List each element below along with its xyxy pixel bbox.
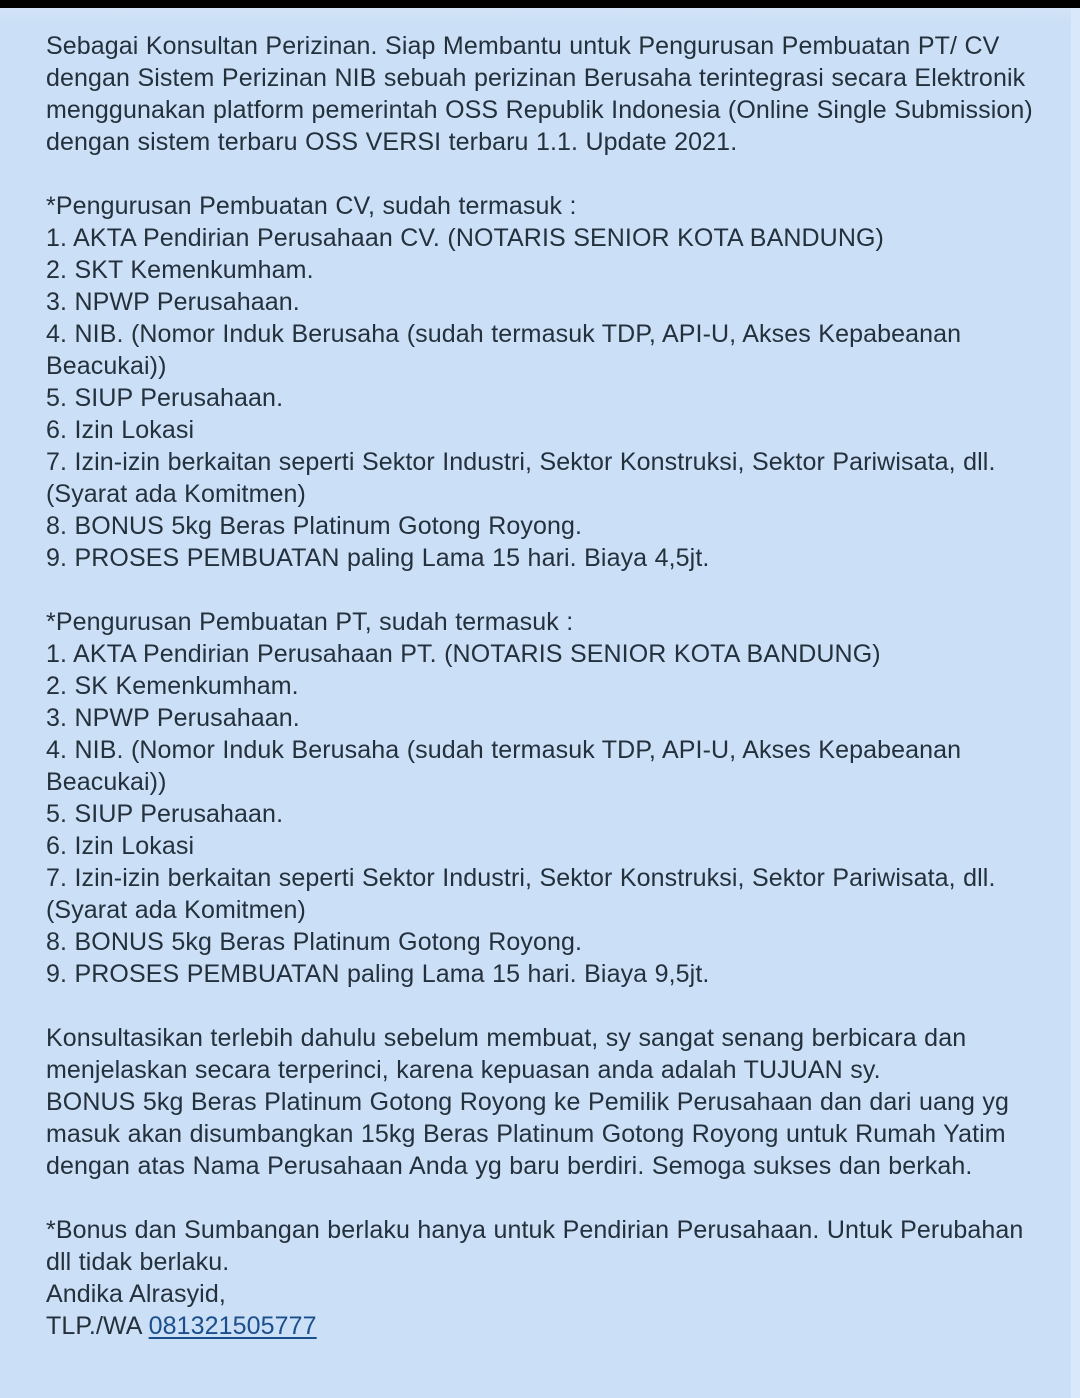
phone-number-link[interactable]: 081321505777 [148, 1312, 317, 1340]
pt-list-item-4: 4. NIB. (Nomor Induk Berusaha (sudah termasuk TDP, API-U, Akses Kepabeanan Beacukai)) [46, 736, 969, 796]
cv-list-item-2: 2. SKT Kemenkumham. [46, 256, 314, 284]
pt-package-section [46, 606, 1042, 990]
intro-line-1: Sebagai Konsultan Perizinan. Siap Membantu untuk Pengurusan Pembuatan PT/ CV [46, 32, 1000, 60]
pt-section-heading: *Pengurusan Pembuatan PT, sudah termasuk : [46, 608, 574, 636]
pt-list-item-9: 9. PROSES PEMBUATAN paling Lama 15 hari. Biaya 9,5jt. [46, 960, 710, 988]
pt-list-item-1: 1. AKTA Pendirian Perusahaan PT. (NOTARIS SENIOR KOTA BANDUNG) [46, 640, 881, 668]
intro-line-4: dengan sistem terbaru OSS VERSI terbaru 1.1. Update 2021. [46, 128, 738, 156]
intro-line-3: menggunakan platform pemerintah OSS Republik Indonesia (Online Single Submission) [46, 96, 1033, 124]
pt-list-item-7: 7. Izin-izin berkaitan seperti Sektor Industri, Sektor Konstruksi, Sektor Pariwisata, dll. (Syarat ada Komitmen) [46, 864, 1003, 924]
cv-package-section [46, 190, 1042, 574]
top-gradient-wash [0, 8, 1080, 22]
cv-section-heading: *Pengurusan Pembuatan CV, sudah termasuk : [46, 192, 577, 220]
right-edge-band [1071, 8, 1080, 1398]
bonus-disclaimer: *Bonus dan Sumbangan berlaku hanya untuk Pendirian Perusahaan. Untuk Perubahan dll tidak berlaku. [46, 1216, 1031, 1276]
pt-list-item-8: 8. BONUS 5kg Beras Platinum Gotong Royong. [46, 928, 583, 956]
contact-label: TLP./WA [46, 1312, 149, 1340]
cv-list-item-5: 5. SIUP Perusahaan. [46, 384, 284, 412]
cv-list-item-4: 4. NIB. (Nomor Induk Berusaha (sudah termasuk TDP, API-U, Akses Kepabeanan Beacukai)) [46, 320, 969, 380]
cv-list-item-6: 6. Izin Lokasi [46, 416, 195, 444]
closing-paragraph-1: Konsultasikan terlebih dahulu sebelum membuat, sy sangat senang berbicara dan menjelaskan secara terperinci, karena kepuasan anda adalah TUJUAN sy. [46, 1024, 974, 1084]
pt-list-item-6: 6. Izin Lokasi [46, 832, 195, 860]
footer-contact-block [46, 1214, 1042, 1342]
contact-line [46, 1310, 1042, 1342]
cv-list-item-9: 9. PROSES PEMBUATAN paling Lama 15 hari. Biaya 4,5jt. [46, 544, 710, 572]
cv-list-item-7: 7. Izin-izin berkaitan seperti Sektor Industri, Sektor Konstruksi, Sektor Pariwisata, dll. (Syarat ada Komitmen) [46, 448, 1003, 508]
cv-list-item-8: 8. BONUS 5kg Beras Platinum Gotong Royong. [46, 512, 583, 540]
intro-line-2: dengan Sistem Perizinan NIB sebuah perizinan Berusaha terintegrasi secara Elektronik [46, 64, 1026, 92]
advertisement-text-body [46, 30, 1042, 1342]
cv-list-item-1: 1. AKTA Pendirian Perusahaan CV. (NOTARIS SENIOR KOTA BANDUNG) [46, 224, 884, 252]
closing-paragraph-2: BONUS 5kg Beras Platinum Gotong Royong ke Pemilik Perusahaan dan dari uang yg masuk akan disumbangkan 15kg Beras Platinum Gotong Royong untuk Rumah Yatim dengan atas Nama Perusahaan Anda yg baru berdiri. Semoga sukses dan berkah. [46, 1088, 1017, 1180]
status-bar [0, 0, 1080, 8]
cv-list-item-3: 3. NPWP Perusahaan. [46, 288, 300, 316]
pt-list-item-2: 2. SK Kemenkumham. [46, 672, 299, 700]
pt-list-item-5: 5. SIUP Perusahaan. [46, 800, 284, 828]
intro-paragraph [46, 30, 1042, 158]
pt-list-item-3: 3. NPWP Perusahaan. [46, 704, 300, 732]
closing-remarks [46, 1022, 1042, 1182]
signature-name: Andika Alrasyid, [46, 1280, 226, 1308]
